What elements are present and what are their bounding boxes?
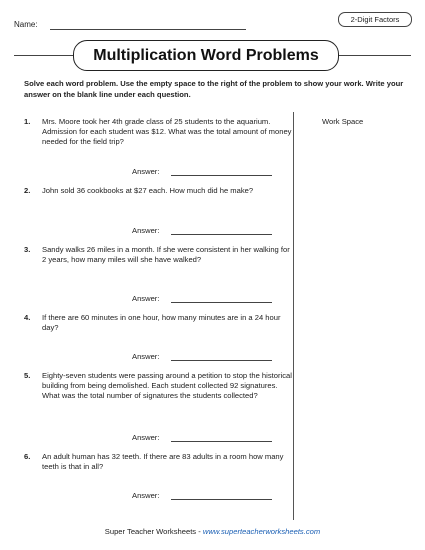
question-number: 2. — [24, 186, 31, 195]
footer — [0, 527, 425, 536]
question-number: 6. — [24, 452, 31, 461]
footer-url-link[interactable]: www.superteacherworksheets.com — [202, 527, 321, 536]
footer-separator: - — [196, 527, 203, 536]
answer-label: Answer: — [132, 433, 160, 442]
work-divider — [293, 112, 294, 520]
topic-badge: 2-Digit Factors — [338, 12, 412, 27]
question-text: Eighty-seven students were passing around a petition to stop the historical building from being demolished. Each student collected 92 signatures. What was the total number of signatures the students collected? — [42, 371, 292, 400]
question-number: 3. — [24, 245, 31, 254]
answer-line — [171, 175, 272, 176]
name-label: Name: — [14, 20, 38, 29]
answer-label: Answer: — [132, 352, 160, 361]
answer-label: Answer: — [132, 167, 160, 176]
name-line — [50, 29, 246, 30]
answer-line — [171, 302, 272, 303]
footer-brand: Super Teacher Worksheets — [104, 527, 197, 536]
answer-label: Answer: — [132, 226, 160, 235]
page-title: Multiplication Word Problems — [73, 40, 339, 71]
answer-line — [171, 499, 272, 500]
question-text: Mrs. Moore took her 4th grade class of 25 students to the aquarium. Admission for each student was $12. What was the total amount of money needed for the field trip? — [42, 117, 292, 146]
question-number: 5. — [24, 371, 31, 380]
work-space-label: Work Space — [322, 117, 364, 126]
answer-label: Answer: — [132, 294, 160, 303]
answer-line — [171, 360, 272, 361]
answer-line — [171, 441, 272, 442]
answer-line — [171, 234, 272, 235]
answer-label: Answer: — [132, 491, 160, 500]
question-text: John sold 36 cookbooks at $27 each. How much did he make? — [42, 186, 254, 195]
question-text: An adult human has 32 teeth. If there are 83 adults in a room how many teeth is that in all? — [42, 452, 284, 471]
question-text: If there are 60 minutes in one hour, how many minutes are in a 24 hour day? — [42, 313, 281, 332]
question-text: Sandy walks 26 miles in a month. If she were consistent in her walking for 2 years, how many miles will she have walked? — [42, 245, 290, 264]
question-number: 1. — [24, 117, 31, 126]
question-number: 4. — [24, 313, 31, 322]
instructions: Solve each word problem. Use the empty space to the right of the problem to show your work. Write your answer on the blank line under each question. — [24, 79, 404, 99]
